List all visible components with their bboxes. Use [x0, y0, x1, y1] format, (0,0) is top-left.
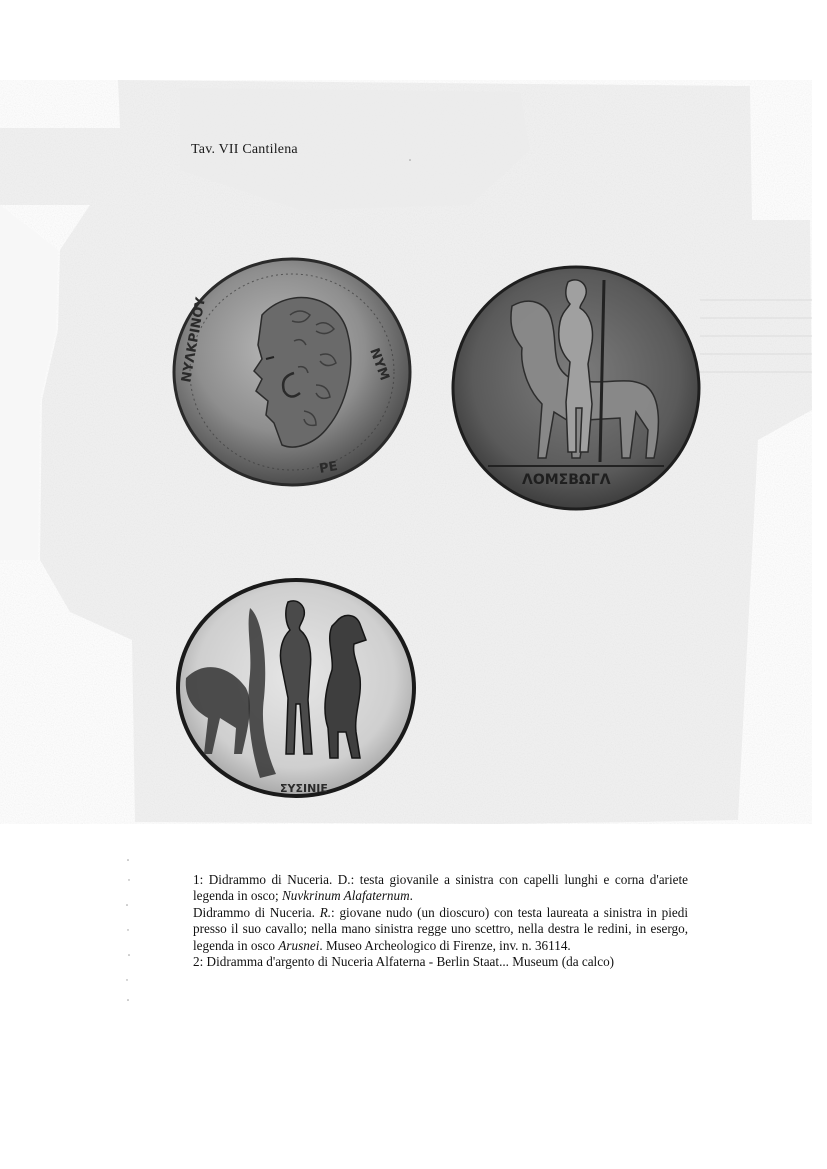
- caption-item-1b: [193, 905, 688, 954]
- coin-obverse-image: [170, 255, 415, 490]
- svg-text:ΡΕ: ΡΕ: [318, 458, 339, 477]
- plate-label: Tav. VII Cantilena: [191, 142, 298, 157]
- svg-text:ΝΥΛΚΡΙΝΟΥ: ΝΥΛΚΡΙΝΟΥ: [179, 296, 209, 384]
- caption-item-1b-text: Didrammo di Nuceria.: [193, 904, 320, 920]
- caption-item-1b-mid: : giovane nudo (un dioscuro) con testa laureata a sinistra in piedi presso il suo cavallo; nella mano sinistra regge uno scettro, nella destra le redini, in esergo, legenda in osco: [193, 904, 688, 953]
- svg-text:ΣΥΣΙΝΙΕ: ΣΥΣΙΝΙΕ: [280, 782, 328, 795]
- plate-caption: [193, 872, 688, 970]
- caption-item-1b-end: . Museo Archeologico di Firenze, inv. n. 36114.: [319, 937, 571, 953]
- svg-text:ΝΥΜ: ΝΥΜ: [366, 346, 392, 383]
- caption-item-1-legend: Nuvkrinum Alafaternum: [282, 888, 410, 904]
- caption-item-1b-r: R.: [319, 904, 332, 920]
- svg-text:ΛΟΜΣΒΩΓΛ: ΛΟΜΣΒΩΓΛ: [522, 472, 611, 488]
- caption-item-2: 2: Didramma d'argento di Nuceria Alfaterna - Berlin Staat... Museum (da calco): [193, 954, 615, 970]
- caption-item-1-end: .: [409, 888, 413, 904]
- caption-item-1: [193, 872, 688, 905]
- caption-item-1-text: 1: Didrammo di Nuceria. D.: testa giovanile a sinistra con capelli lunghi e corna d'ariete legenda in osco;: [193, 872, 688, 904]
- coin-reverse-image: [450, 262, 702, 514]
- caption-item-1b-legend: Arusnei: [278, 937, 320, 953]
- coin-didramma-berlin-image: [176, 578, 416, 803]
